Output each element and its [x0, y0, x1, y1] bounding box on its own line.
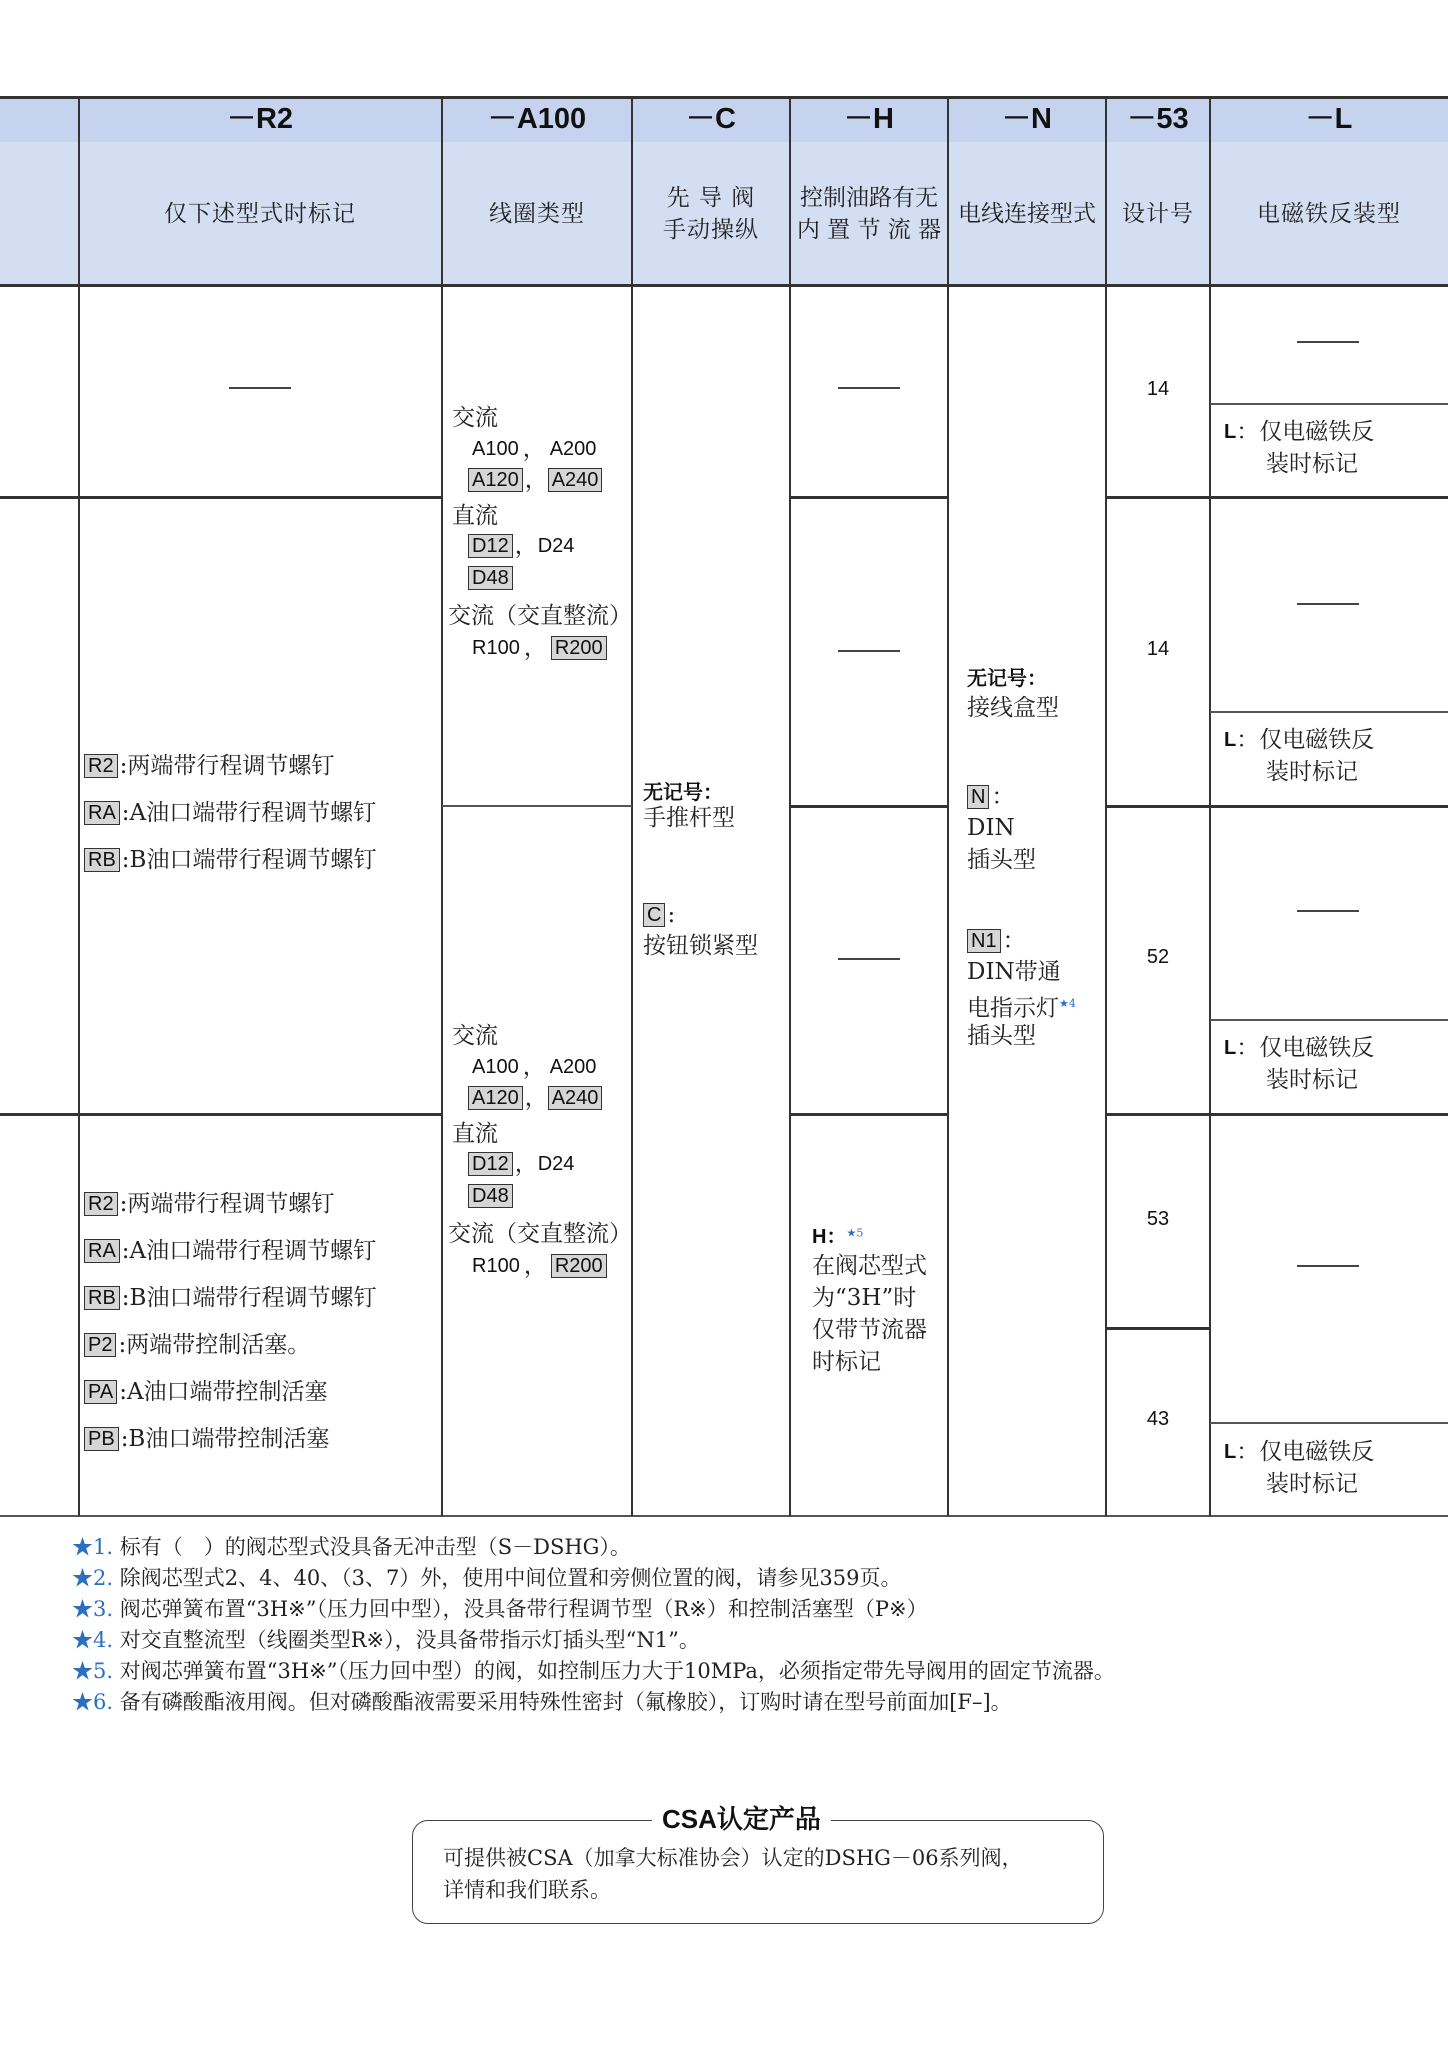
footnote-mark: ★2.	[72, 1566, 114, 1590]
footnote-text: 标有（ ）的阀芯型式没具备无冲击型（S－DSHG）。	[119, 1535, 631, 1559]
footnote-text: 除阀芯型式2、4、40、（3、7）外，使用中间位置和旁侧位置的阀，请参见359页。	[119, 1566, 902, 1590]
reverse-line2: 装时标记	[1266, 1067, 1358, 1093]
row-sep-d-3	[1106, 1113, 1448, 1116]
code-badge: P2	[84, 1333, 116, 1357]
throttle-line: 在阀芯型式	[812, 1253, 927, 1279]
coil-acdc-label: 交流（交直整流）	[448, 1221, 632, 1247]
wiring-n1-line2-row	[967, 988, 1107, 1020]
reverse-note	[1224, 1032, 1374, 1096]
coil-badge: D12	[468, 1152, 513, 1176]
coil-badge: D12	[468, 534, 513, 558]
row-sep-coil	[442, 805, 632, 807]
row-sep-h-1	[790, 496, 948, 499]
code-h: －H	[844, 103, 894, 135]
coil-value: A200	[549, 437, 597, 460]
pilot-none-label: 无记号：	[643, 782, 723, 804]
star-note-ref: ★4	[1059, 997, 1076, 1010]
title-design: 设计号	[1122, 200, 1194, 227]
coil-ac-row-1	[452, 1052, 632, 1082]
code-badge: PB	[84, 1427, 119, 1451]
wiring-n-row	[967, 782, 1107, 812]
footnote	[72, 1656, 1442, 1687]
wiring-n-line2: 插头型	[967, 847, 1036, 873]
coil-ac-label: 交流	[452, 405, 498, 431]
coil-value: R100	[472, 1254, 520, 1277]
design-number: 14	[1146, 638, 1170, 660]
dash-r2	[229, 387, 291, 389]
reverse-note	[1224, 724, 1374, 788]
dash-l-2	[1297, 603, 1359, 605]
csa-box	[412, 1820, 1104, 1924]
separator: ，	[524, 467, 548, 493]
wiring-n1-line2: 电指示灯	[967, 995, 1059, 1022]
coil-badge: A120	[468, 468, 523, 492]
csa-line1: 可提供被CSA（加拿大标准协会）认定的DSHG－06系列阀，	[443, 1846, 1023, 1870]
vline-3	[631, 97, 633, 1516]
throttle-line: 时标记	[812, 1349, 881, 1375]
throttle-line: 仅带节流器	[812, 1317, 927, 1343]
coil-badge: A120	[468, 1086, 523, 1110]
sub-sep-l-3	[1210, 1019, 1448, 1021]
list-item-text: :两端带行程调节螺钉	[119, 752, 335, 779]
coil-acdc-row	[452, 632, 632, 664]
wiring-n1-badge: N1	[967, 929, 1001, 953]
coil-ac-row-2	[452, 1082, 632, 1114]
list-item	[84, 1321, 376, 1368]
reverse-line1: 仅电磁铁反	[1259, 727, 1375, 753]
code-badge: PA	[84, 1380, 117, 1404]
throttle-line: 为“3H”时	[812, 1285, 917, 1311]
list-item	[84, 1227, 376, 1274]
coil-value: R100	[472, 636, 520, 659]
separator: ，	[523, 1253, 547, 1279]
dash-h-1	[838, 387, 900, 389]
reverse-line2: 装时标记	[1266, 1471, 1358, 1497]
r2-group-1	[84, 742, 376, 883]
reverse-note	[1224, 416, 1374, 480]
coil-value: A100	[472, 437, 519, 460]
reverse-line2: 装时标记	[1266, 759, 1358, 785]
colon: ：	[1236, 419, 1260, 445]
code-badge: RA	[84, 1239, 120, 1263]
footnote-mark: ★3.	[72, 1597, 114, 1621]
list-item-text: :A油口端带行程调节螺钉	[121, 1237, 377, 1264]
row-sep-r2-2	[0, 1113, 442, 1116]
sub-sep-l-2	[1210, 711, 1448, 713]
throttle-h-option	[812, 1220, 947, 1378]
coil-badge: A240	[548, 1086, 603, 1110]
dash-h-3	[838, 958, 900, 960]
reverse-l-label: L	[1224, 1441, 1237, 1463]
vline-1	[78, 97, 80, 1516]
title-pilot-line1: 先 导 阀	[666, 184, 756, 211]
footnote-mark: ★1.	[72, 1535, 114, 1559]
csa-title: CSA认定产品	[652, 1804, 831, 1834]
list-item	[84, 742, 376, 789]
code-badge: RA	[84, 801, 120, 825]
colon: ：	[1236, 1035, 1260, 1061]
dash-h-2	[838, 650, 900, 652]
list-item-text: :A油口端带控制活塞	[119, 1378, 328, 1405]
list-item	[84, 789, 376, 836]
coil-dc-row-2	[452, 1180, 632, 1212]
footnote-mark: ★4.	[72, 1628, 114, 1652]
coil-dc-label: 直流	[452, 1121, 498, 1147]
coil-block-2	[448, 1020, 632, 1282]
colon: :	[667, 902, 676, 928]
title-pilot	[632, 142, 790, 285]
colon: ：	[991, 784, 1015, 810]
coil-badge: A240	[548, 468, 603, 492]
reverse-line2: 装时标记	[1266, 451, 1358, 477]
row-sep-d-2	[1106, 805, 1448, 808]
row-sep-h-3	[790, 1113, 948, 1116]
wiring-n1-line1: DIN带通	[967, 959, 1061, 985]
code-c: －C	[686, 103, 736, 135]
list-item-text: :A油口端带行程调节螺钉	[121, 799, 377, 826]
rule-top	[0, 96, 1448, 99]
rule-header-bottom	[0, 284, 1448, 287]
rule-table-bottom	[0, 1515, 1448, 1517]
csa-line2: 详情和我们联系。	[443, 1878, 611, 1902]
list-item	[84, 836, 376, 883]
separator: ，	[522, 436, 546, 462]
coil-dc-row-1	[452, 530, 632, 562]
reverse-note	[1224, 1436, 1374, 1500]
sub-sep-l-4	[1210, 1422, 1448, 1424]
title-throttle-line1: 控制油路有无	[800, 184, 938, 211]
sub-sep-l-1	[1210, 403, 1448, 405]
wiring-n-line1: DIN	[967, 815, 1015, 841]
coil-badge: R200	[551, 1254, 607, 1278]
reverse-line1: 仅电磁铁反	[1259, 1439, 1375, 1465]
wiring-none-text: 接线盒型	[967, 695, 1059, 721]
coil-value: D24	[537, 534, 575, 557]
wiring-n1-line3: 插头型	[967, 1023, 1036, 1049]
reverse-l-label: L	[1224, 1037, 1237, 1059]
list-item-text: :B油口端带控制活塞	[120, 1425, 330, 1452]
design-number: 53	[1146, 1208, 1170, 1230]
wiring-none-label: 无记号：	[967, 668, 1047, 690]
coil-acdc-row	[452, 1250, 632, 1282]
coil-ac-row-1	[452, 434, 632, 464]
footnote-text: 阀芯弹簧布置“3H※”（压力回中型），没具备带行程调节型（R※）和控制活塞型（P※）	[119, 1597, 928, 1621]
reverse-line1: 仅电磁铁反	[1259, 1035, 1375, 1061]
list-item	[84, 1274, 376, 1321]
coil-dc-row-1	[452, 1148, 632, 1180]
footnote-text: 对阀芯弹簧布置“3H※”（压力回中型）的阀，如控制压力大于10MPa，必须指定带先导阀用的固定节流器。	[119, 1659, 1115, 1683]
list-item-text: :B油口端带行程调节螺钉	[121, 846, 377, 873]
title-pilot-line2: 手动操纵	[663, 216, 759, 243]
list-item	[84, 1415, 376, 1462]
coil-value: A100	[472, 1055, 519, 1078]
coil-ac-label: 交流	[452, 1023, 498, 1049]
coil-ac-row-2	[452, 464, 632, 496]
colon: ：	[1002, 928, 1026, 954]
footnote	[72, 1594, 1442, 1625]
star-note-ref: ★5	[846, 1226, 864, 1240]
title-reverse: 电磁铁反装型	[1257, 200, 1401, 227]
title-r2: 仅下述型式时标记	[164, 200, 356, 227]
footnote-mark: ★6.	[72, 1690, 114, 1714]
dash-l-1	[1297, 341, 1359, 343]
coil-block-1	[448, 402, 632, 664]
code-53: －53	[1127, 103, 1189, 135]
list-item-text: :两端带行程调节螺钉	[119, 1190, 335, 1217]
code-badge: RB	[84, 1286, 120, 1310]
code-l: －L	[1305, 103, 1353, 135]
coil-acdc-label: 交流（交直整流）	[448, 603, 632, 629]
code-badge: R2	[84, 1192, 118, 1216]
footnotes	[72, 1532, 1442, 1718]
throttle-h-label: H：	[812, 1226, 847, 1248]
separator: ，	[523, 635, 547, 661]
pilot-options	[643, 776, 793, 962]
pilot-none-text: 手推杆型	[643, 805, 735, 831]
coil-badge: D48	[468, 566, 513, 590]
wiring-n-badge: N	[967, 785, 989, 809]
pilot-c-row	[643, 900, 793, 930]
reverse-line1: 仅电磁铁反	[1259, 419, 1375, 445]
footnote-mark: ★5.	[72, 1659, 114, 1683]
separator: ，	[524, 1085, 548, 1111]
coil-value: D24	[537, 1152, 575, 1175]
coil-dc-row-2	[452, 562, 632, 594]
code-r2: －R2	[226, 103, 294, 135]
separator: ，	[522, 1054, 546, 1080]
colon: ：	[1236, 1439, 1260, 1465]
coil-dc-label: 直流	[452, 503, 498, 529]
r2-group-2	[84, 1180, 376, 1462]
code-a100: －A100	[487, 103, 587, 135]
code-badge: R2	[84, 754, 118, 778]
coil-value: A200	[549, 1055, 597, 1078]
footnote-text: 备有磷酸酯液用阀。但对磷酸酯液需要采用特殊性密封（氟橡胶），订购时请在型号前面加[F–]。	[119, 1690, 1012, 1714]
colon: ：	[1236, 727, 1260, 753]
reverse-l-label: L	[1224, 421, 1237, 443]
wiring-n1-row	[967, 926, 1107, 956]
title-throttle-line2: 内 置 节 流 器	[796, 216, 942, 243]
footnote	[72, 1687, 1442, 1718]
row-sep-r2-1	[0, 496, 442, 499]
row-sep-h-2	[790, 805, 948, 808]
code-n: －N	[1002, 103, 1052, 135]
row-sep-d-4	[1106, 1327, 1210, 1330]
title-coil: 线圈类型	[489, 200, 585, 227]
title-throttle	[790, 142, 948, 285]
separator: ，	[514, 533, 538, 559]
pilot-c-badge: C	[643, 903, 665, 927]
footnote	[72, 1532, 1442, 1563]
wiring-options	[967, 662, 1107, 1052]
title-wiring: 电线连接型式	[958, 200, 1096, 227]
coil-badge: D48	[468, 1184, 513, 1208]
vline-2	[441, 97, 443, 1516]
list-item	[84, 1180, 376, 1227]
list-item	[84, 1368, 376, 1415]
throttle-h-label-row	[812, 1220, 947, 1250]
design-number: 14	[1146, 378, 1170, 400]
code-badge: RB	[84, 848, 120, 872]
footnote	[72, 1563, 1442, 1594]
pilot-c-text: 按钮锁紧型	[643, 933, 758, 959]
row-sep-d-1	[1106, 496, 1448, 499]
list-item-text: :两端带控制活塞。	[118, 1331, 311, 1358]
dash-l-4	[1297, 1265, 1359, 1267]
list-item-text: :B油口端带行程调节螺钉	[121, 1284, 377, 1311]
footnote-text: 对交直整流型（线圈类型R※），没具备带指示灯插头型“N1”。	[119, 1628, 700, 1652]
dash-l-3	[1297, 910, 1359, 912]
reverse-l-label: L	[1224, 729, 1237, 751]
design-number: 43	[1146, 1408, 1170, 1430]
separator: ，	[514, 1151, 538, 1177]
footnote	[72, 1625, 1442, 1656]
design-number: 52	[1146, 946, 1170, 968]
coil-badge: R200	[551, 636, 607, 660]
